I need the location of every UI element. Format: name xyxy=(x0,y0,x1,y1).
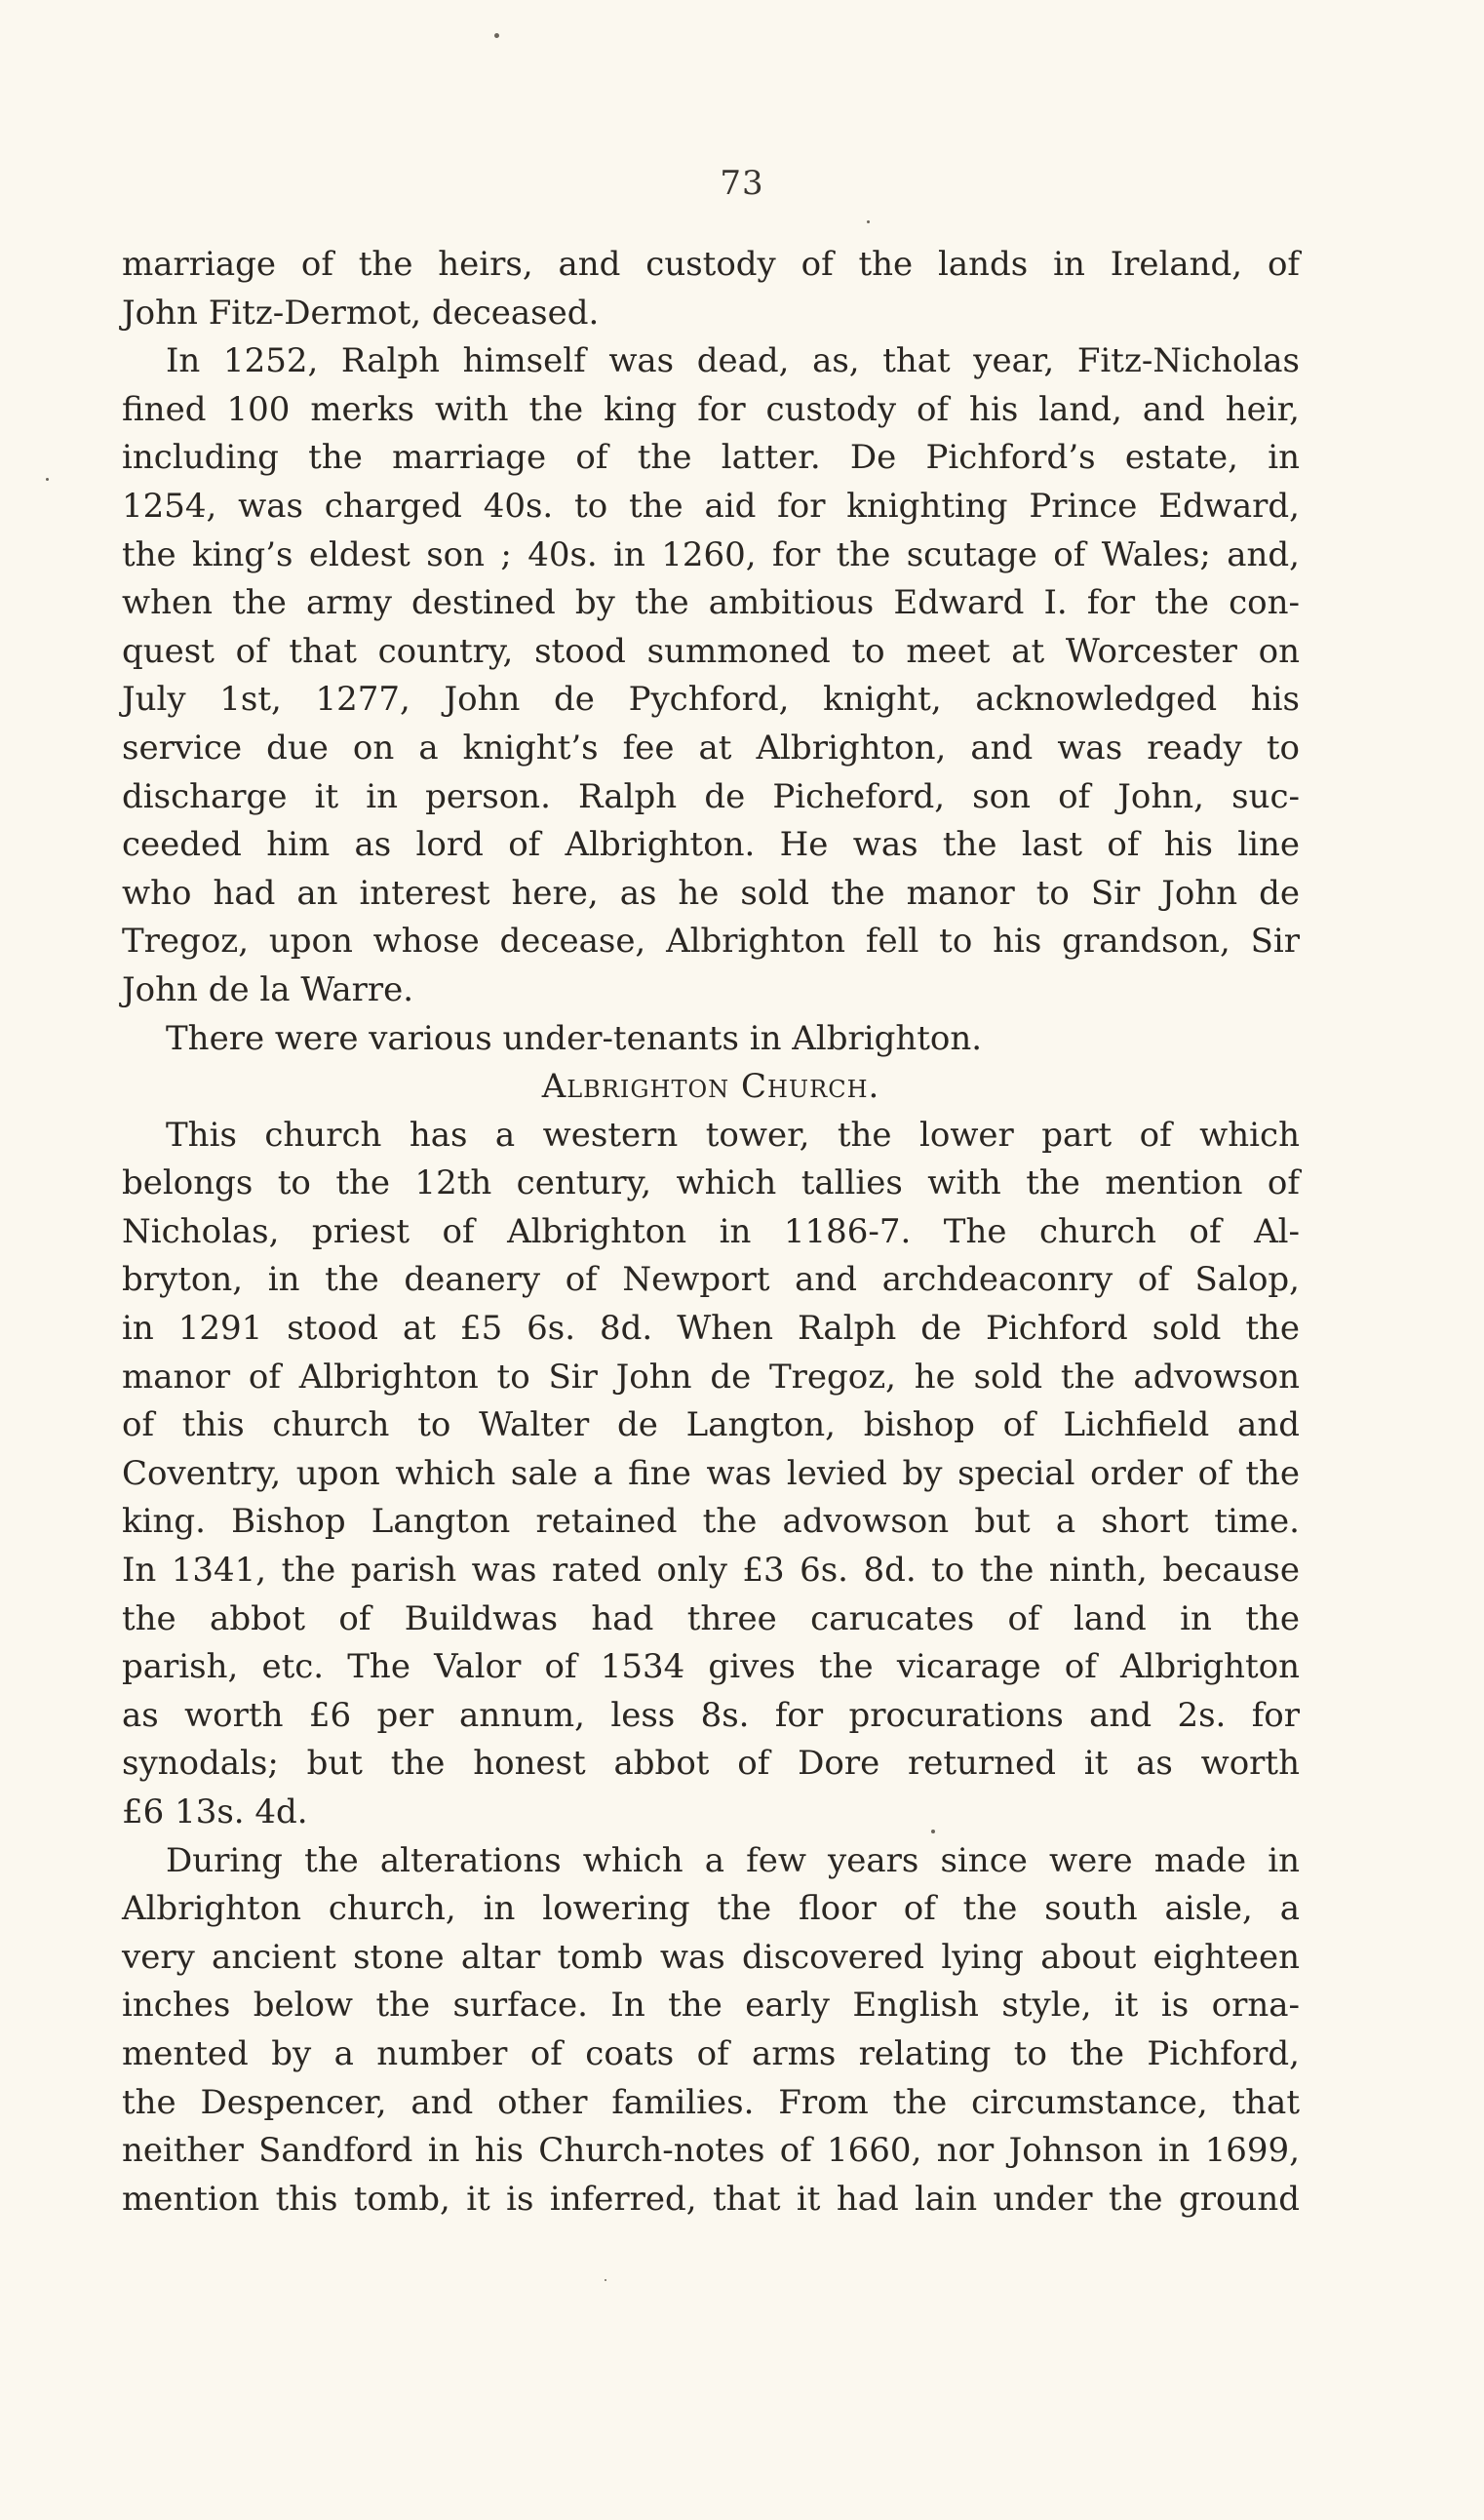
text-line: marriage of the heirs, and custody of the lands in Ireland, of xyxy=(122,245,1300,284)
text-line: king. Bishop Langton retained the advowson but a short time. xyxy=(122,1502,1300,1542)
text-line: There were various under-tenants in Albrighton. xyxy=(166,1018,983,1058)
text-line: parish, etc. The Valor of 1534 gives the vicarage of Albrighton xyxy=(122,1647,1300,1687)
text-line: the abbot of Buildwas had three carucates of land in the xyxy=(122,1598,1300,1638)
text-line: This church has a western tower, the lower part of which xyxy=(166,1115,1300,1155)
text-line: John de la Warre. xyxy=(122,969,414,1009)
text-line: discharge it in person. Ralph de Picheford, son of John, suc- xyxy=(122,776,1300,816)
text-line: fined 100 merks with the king for custody of his land, and heir, xyxy=(122,389,1300,429)
text-line: of this church to Walter de Langton, bishop of Lichfield and xyxy=(122,1405,1300,1445)
text-line: bryton, in the deanery of Newport and archdeaconry of Salop, xyxy=(122,1260,1300,1300)
paper-speck xyxy=(494,33,499,38)
text-line: In 1341, the parish was rated only £3 6s. 8d. to the ninth, because xyxy=(122,1551,1300,1591)
paper-speck xyxy=(867,220,870,223)
text-line: in 1291 stood at £5 6s. 8d. When Ralph de Pichford sold the xyxy=(122,1309,1300,1349)
text-line: as worth £6 per annum, less 8s. for procurations and 2s. for xyxy=(122,1695,1300,1735)
text-line: service due on a knight’s fee at Albrighton, and was ready to xyxy=(122,728,1300,768)
text-line: During the alterations which a few years since were made in xyxy=(166,1840,1300,1880)
text-line: In 1252, Ralph himself was dead, as, that year, Fitz-Nicholas xyxy=(166,341,1300,381)
text-line: July 1st, 1277, John de Pychford, knight, acknowledged his xyxy=(122,680,1300,720)
text-line: when the army destined by the ambitious Edward I. for the con- xyxy=(122,583,1300,623)
text-line: very ancient stone altar tomb was discovered lying about eighteen xyxy=(122,1937,1300,1977)
text-line: mented by a number of coats of arms relating to the Pichford, xyxy=(122,2033,1300,2073)
text-line: Coventry, upon which sale a fine was levied by special order of the xyxy=(122,1453,1300,1493)
paper-speck xyxy=(605,2279,606,2281)
text-line: Tregoz, upon whose decease, Albrighton fell to his grandson, Sir xyxy=(122,922,1300,962)
paper-speck xyxy=(46,478,49,481)
text-line: John Fitz-Dermot, deceased. xyxy=(122,293,600,333)
page-number: 73 xyxy=(720,164,764,203)
text-line: including the marriage of the latter. De Pichford’s estate, in xyxy=(122,438,1300,478)
text-line: inches below the surface. In the early English style, it is orna- xyxy=(122,1986,1300,2026)
section-heading: Albrighton Church. xyxy=(541,1067,880,1107)
paper-speck xyxy=(931,1830,935,1833)
text-line: who had an interest here, as he sold the manor to Sir John de xyxy=(122,873,1300,913)
text-line: belongs to the 12th century, which tallies with the mention of xyxy=(122,1163,1300,1203)
text-line: neither Sandford in his Church-notes of 1660, nor Johnson in 1699, xyxy=(122,2131,1300,2171)
text-line: quest of that country, stood summoned to meet at Worcester on xyxy=(122,631,1300,671)
text-line: synodals; but the honest abbot of Dore returned it as worth xyxy=(122,1744,1300,1784)
text-line: Albrighton church, in lowering the floor of the south aisle, a xyxy=(122,1889,1300,1929)
text-line: mention this tomb, it is inferred, that it had lain under the ground xyxy=(122,2179,1300,2219)
text-line: Nicholas, priest of Albrighton in 1186-7. The church of Al- xyxy=(122,1211,1300,1251)
text-line: the king’s eldest son ; 40s. in 1260, for the scutage of Wales; and, xyxy=(122,534,1300,574)
text-line: 1254, was charged 40s. to the aid for knighting Prince Edward, xyxy=(122,486,1300,526)
text-line: £6 13s. 4d. xyxy=(122,1792,308,1831)
text-line: ceeded him as lord of Albrighton. He was the last of his line xyxy=(122,825,1300,865)
body-text xyxy=(122,241,1300,2224)
text-line: the Despencer, and other families. From the circumstance, that xyxy=(122,2082,1300,2122)
text-line: manor of Albrighton to Sir John de Tregoz, he sold the advowson xyxy=(122,1357,1300,1397)
